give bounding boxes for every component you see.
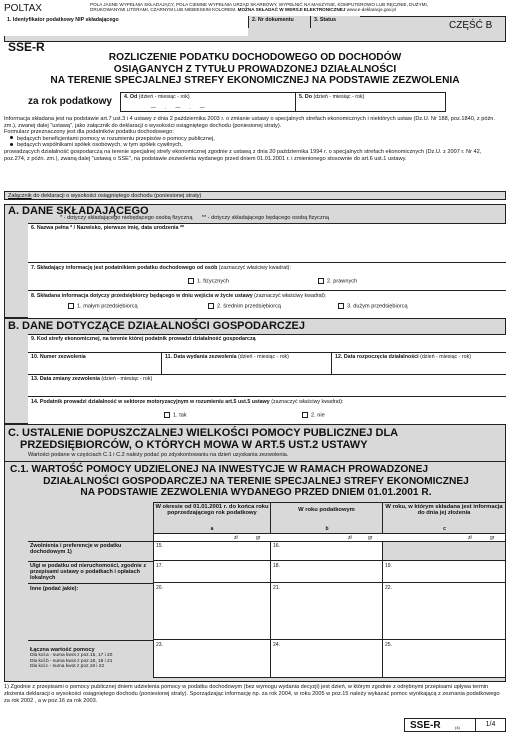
section-c-title: C. USTALENIE DOPUSZCZALNEJ WIELKOŚCI POMOCY PUBLICZNEJ DLA PRZEDSIĘBIORCÓW, O KTÓRYCH MOWA W ART.5 UST.2 USTAWY xyxy=(8,427,399,451)
table-cell[interactable]: 25. xyxy=(383,640,506,678)
table-cell[interactable]: 24. xyxy=(271,640,383,678)
attachment-note: Załącznik do deklaracji o wysokości osiągniętego dochodu (poniesionej straty) xyxy=(4,191,506,200)
intro-text: Informacja składana jest na podstawie art.7 ust.3 i 4 ustawy z dnia 2 października 2003 r. o zmianie ustawy o specjalnych strefach ekonomicznych i niektórych ustaw (Dz.U. Nr 188, poz.1840, z późn. zm.), zwanej dalej "ustawą", jako załącznik do deklaracji o wysokości osiągniętego dochodu (poniesionej straty). Formularz przeznaczony jest dla podatników podatku dochodowego: będących beneficjentami pomocy w rozumieniu przepisów o pomocy publicznej, będących wspólnikami spółek osobowych, w tym spółek cywilnych, prowadzących działalność gospodarczą na terenie specjalnej strefy ekonomicznej zgodnie z ustawą z dnia 20 października 1994 r. o specjalnych strefach ekonomicznych (Dz.U. z 2007 r. Nr 42, poz.274, z późn. zm.), zwaną dalej "ustawą o SSE", na podstawie zezwolenia wydanego przed dniem 01.01.2001 r. i zmienionego stosownie do art.6 ust.1 ustawy. xyxy=(4,116,495,162)
col-c-header: W roku, w którym składana jest informacja do dnia jej złożenia xyxy=(383,502,506,534)
permit-date-field[interactable]: 11. Data wydania zezwolenia (dzień - miesiąc - rok) xyxy=(162,353,332,375)
table-cell[interactable]: 23. xyxy=(153,640,271,678)
aid-table: W okresie od 01.01.2001 r. do końca roku poprzedzającego rok podatkowy W roku podatkowym W roku, w którym składana jest informacja do dnia jej złożenia a b c zł gr zł gr zł gr Zwolnienia i preferencje w podatku dochodowym 1) 15. 16. Ulgi w podatku od nieruchomości, zgodnie z przepisami ustawy o podatkach i opłatach lokalnych 17. 18. 19. Inne (podać jakie): 20. 21. 22. Łączna wartość pomocy Dla kol.a - suma kwot z poz.15, 17 i 20 Dla kol.b - suma kwot z poz.16, 18 i 21 Dla kol.c - suma kwot z poz.19 i 22 23. 24. 25. xyxy=(28,502,506,682)
part-label: CZĘŚĆ B xyxy=(449,20,493,31)
table-cell[interactable]: 16. xyxy=(271,541,383,561)
footer-version: (4) xyxy=(455,725,460,730)
option-legal[interactable]: 2. prawnych xyxy=(318,278,357,285)
header-notice: POLA JASNE WYPEŁNIA SKŁADAJĄCY, POLA CIEMNE WYPEŁNIA URZĄD SKARBOWY. WYPEŁNIĆ NA MASZYNIE, KOMPUTEROWO LUB RĘCZNIE, DUŻYMI, DRUKOWANYMI LITERAMI, CZARNYM LUB NIEBIESKIM KOLOREM. MOŻNA SKŁADAĆ W WERSJI ELEKTRONICZNEJ www.e-deklaracje.gov.pl xyxy=(90,2,429,13)
col-letter: b xyxy=(325,526,329,532)
start-date-field[interactable]: 12. Data rozpoczęcia działalności (dzień - miesiąc - rok) xyxy=(332,353,506,375)
doc-number-field: 2. Nr dokumentu xyxy=(248,16,310,28)
permit-number-field[interactable]: 10. Numer zezwolenia xyxy=(28,353,162,375)
table-cell[interactable]: 15. xyxy=(153,541,271,561)
footnote: 1) Zgodnie z przepisami o pomocy publicznej dniem udzielenia pomocy w podatku dochodowym (bez wymogu wydania decyzji) jest dzień, w którym zgodnie z odrębnymi przepisami upływa termin złożenia deklaracji o wysokości osiągniętego dochodu (poniesionej straty). Sporządzając informację np. za rok 2004, w roku 2005 w poz.15 należy wykazać pomoc wynikającą z zeznania podatkowego za rok 2002 , a w poz.16 za rok 2003. xyxy=(4,684,500,704)
form-title: ROZLICZENIE PODATKU DOCHODOWEGO OD DOCHODÓW OSIĄGANYCH Z TYTUŁU PROWADZONEJ DZIAŁALNOŚCI NA TERENIE SPECJALNEJ STREFY EKONOMICZNEJ NA PODSTAWIE ZEZWOLENIA xyxy=(50,52,460,87)
section-a-note: * - dotyczy składającego niebędącego osobą fizyczną ** - dotyczy składającego będącego osobą fizyczną xyxy=(60,215,329,221)
table-cell[interactable]: 21. xyxy=(271,583,383,640)
period-to-field[interactable]: 5. Do (dzień - miesiąc - rok) xyxy=(296,92,446,112)
zone-code-field[interactable]: 9. Kod strefy ekonomicznej, na terenie której podatnik prowadzi działalność gospodarczą xyxy=(28,334,506,353)
checkbox[interactable] xyxy=(318,278,324,284)
col-b-header: W roku podatkowym xyxy=(271,502,383,534)
option-medium[interactable]: 2. średnim przedsiębiorcą xyxy=(208,303,281,310)
enterprise-size-field: 8. Składana informacja dotyczy przedsiębiorcy będącego w dniu wejścia w życie ustawy (zaznaczyć właściwy kwadrat): 1. małym przedsiębiorcą 2. średnim przedsiębiorcą 3. dużym przedsiębiorcą xyxy=(31,293,408,310)
checkbox[interactable] xyxy=(208,303,214,309)
taxpayer-type-field: 7. Składający informację jest podatnikiem podatku dochodowego od osób (zaznaczyć właściwy kwadrat): 1. fizycznych 2. prawnych xyxy=(28,263,506,291)
table-cell[interactable]: 20. xyxy=(153,583,271,640)
full-name-field[interactable]: 6. Nazwa pełna * / Nazwisko, pierwsze imię, data urodzenia ** xyxy=(28,223,506,263)
permit-change-date-field[interactable]: 13. Data zmiany zezwolenia (dzień - miesiąc - rok) xyxy=(28,375,506,397)
nip-field[interactable]: 1. Identyfikator podatkowy NIP składającego xyxy=(4,16,248,36)
table-row-label: Inne (podać jakie): xyxy=(28,583,153,640)
automotive-sector-field: 14. Podatnik prowadzi działalność w sektorze motoryzacyjnym w rozumieniu art.5 ust.5 ustawy (zaznaczyć właściwy kwadrat): 1. tak 2. nie xyxy=(31,399,344,419)
section-b-title: B. DANE DOTYCZĄCE DZIAŁALNOŚCI GOSPODARCZEJ xyxy=(8,320,306,332)
option-large[interactable]: 3. dużym przedsiębiorcą xyxy=(338,303,408,310)
footer-code: SSE-R xyxy=(410,720,441,731)
status-field: 3. Status xyxy=(310,16,360,28)
form-code: SSE-R xyxy=(8,40,45,54)
section-c1-title: C.1. WARTOŚĆ POMOCY UDZIELONEJ NA INWESTYCJE W RAMACH PROWADZONEJ DZIAŁALNOŚCI GOSPODARCZEJ NA TERENIE SPECJALNEJ STREFY EKONOMICZNEJ NA PODSTAWIE ZEZWOLENIA WYDANEGO PRZED DNIEM 01.01.2001 R. xyxy=(4,461,506,499)
section-a-title: A. DANE SKŁADAJĄCEGO xyxy=(8,205,149,217)
table-cell[interactable]: 17. xyxy=(153,561,271,583)
table-row-label: Zwolnienia i preferencje w podatku dochodowym 1) xyxy=(28,541,153,561)
year-label: za rok podatkowy xyxy=(28,96,112,107)
checkbox[interactable] xyxy=(302,412,308,418)
checkbox[interactable] xyxy=(338,303,344,309)
table-row-label: Ulgi w podatku od nieruchomości, zgodnie z przepisami ustawy o podatkach i opłatach lokalnych xyxy=(28,561,153,583)
table-row-label: Łączna wartość pomocy Dla kol.a - suma kwot z poz.15, 17 i 20 Dla kol.b - suma kwot z poz.16, 18 i 21 Dla kol.c - suma kwot z poz.19 i 22 xyxy=(28,640,153,678)
period-from-field[interactable]: 4. Od (dzień - miesiąc - rok) —.—.— xyxy=(120,92,296,112)
col-a-header: W okresie od 01.01.2001 r. do końca roku poprzedzającego rok podatkowy xyxy=(153,502,271,534)
page-number: 1/4 xyxy=(475,719,505,731)
section-c-note: Wartości podane w częściach C.1 i C.2 należy podać po zdyskontowaniu na dzień uzyskania zezwolenia. xyxy=(28,452,289,458)
option-individual[interactable]: 1. fizycznych xyxy=(188,278,229,285)
table-cell-disabled xyxy=(383,541,506,561)
table-cell[interactable]: 19. xyxy=(383,561,506,583)
checkbox[interactable] xyxy=(188,278,194,284)
option-yes[interactable]: 1. tak xyxy=(164,412,187,419)
table-cell[interactable]: 18. xyxy=(271,561,383,583)
col-letter: c xyxy=(443,526,446,532)
table-cell[interactable]: 22. xyxy=(383,583,506,640)
option-small[interactable]: 1. małym przedsiębiorcą xyxy=(68,303,138,310)
col-letter: a xyxy=(210,526,214,532)
option-no[interactable]: 2. nie xyxy=(302,412,325,419)
footer-box xyxy=(404,718,506,732)
checkbox[interactable] xyxy=(68,303,74,309)
checkbox[interactable] xyxy=(164,412,170,418)
brand-label: POLTAX xyxy=(4,3,42,14)
